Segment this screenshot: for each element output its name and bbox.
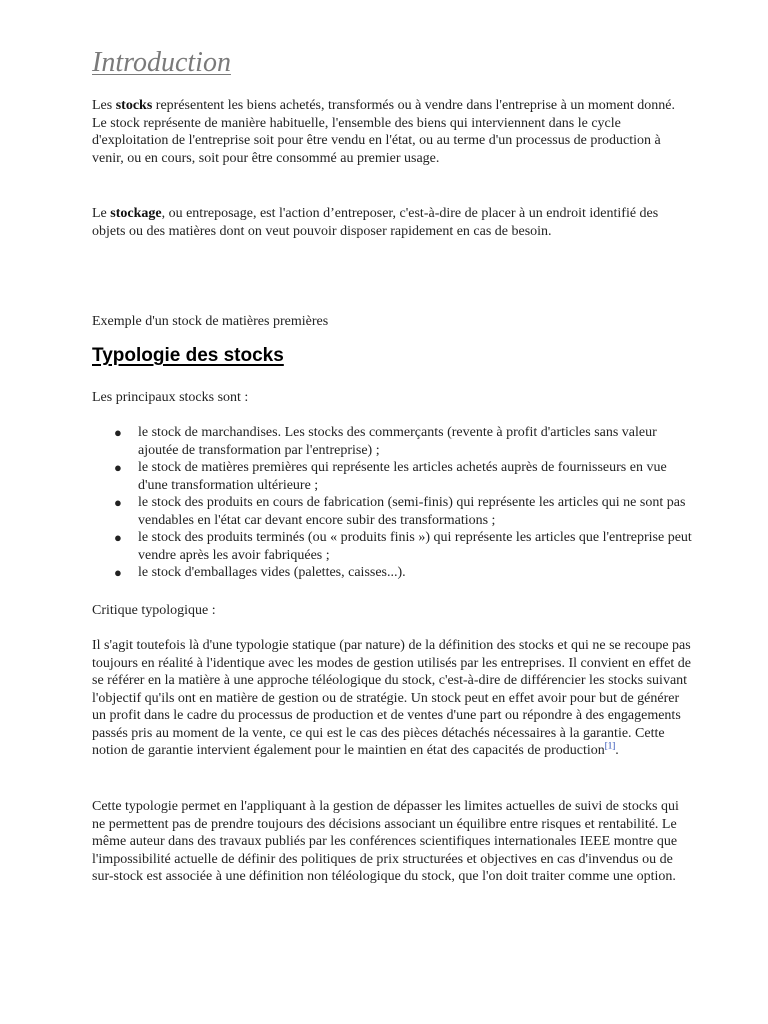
list-item-text: le stock des produits en cours de fabrication (semi-finis) qui représente les articles qui ne sont pas vendables en l'état car devant encore subir des transformations ; [138,495,686,528]
intro-p1-bold-term: stocks [115,98,153,113]
intro-p1-after: représentent les biens achetés, transformés ou à vendre dans l'entreprise à un moment donné. [152,98,675,113]
bullet-icon: ● [114,460,122,475]
bullet-icon: ● [114,425,122,440]
list-intro: Les principaux stocks sont : [92,390,249,405]
intro-paragraph-1 [92,97,692,167]
critique-p1-text: Il s'agit toutefois là d'une typologie statique (par nature) de la définition des stocks et qui ne se recoupe pas toujours en réalité à l'identique avec les modes de gestion utilisés par les entreprises. Il convient en effet de se référer en la matière à une approche téléologique du stock, c'est-à-dire de différencier les stocks suivant l'objectif qu'ils ont en matière de gestion ou de stratégie. Un stock peut en effet avoir pour but de générer un profit dans le cadre du processus de production et de ventes d'une part ou répondre à des engagements passés pris au moment de la vente, ce qui est le cas des pièces détachés nécessaires à la garantie. Cette notion de garantie intervient également pour le maintien en état des capacités de production [92,638,692,758]
stock-types-list [92,424,692,582]
list-item [92,459,692,494]
heading-introduction: Introduction [92,47,231,78]
list-item-text: le stock de matières premières qui représente les articles achetés auprès de fournisseurs en vue d'une transformation ultérieure ; [138,460,667,493]
list-item [92,424,692,459]
intro-p2-before: Le [92,206,111,221]
list-item-text: le stock d'emballages vides (palettes, caisses...). [138,565,406,580]
list-item [92,529,692,564]
heading-typologie: Typologie des stocks [92,345,284,366]
list-item [92,564,692,582]
critique-paragraph-2: Cette typologie permet en l'appliquant à la gestion de dépasser les limites actuelles de suivi de stocks qui ne permettent pas de prendre toujours des décisions associant un équilibre entre risques et rentabilité. Le même auteur dans des travaux publiés par les conférences scientifiques internationales IEEE montre que l'impossibilité actuelle de définir des politiques de prix structurées et objectives en cas d'invendus ou de sur-stock est associée à une définition non téléologique du stock, que l'on doit traiter comme une option. [92,799,679,884]
critique-label: Critique typologique : [92,603,216,618]
intro-p1-line2: Le stock représente de manière habituelle, l'ensemble des biens qui interviennent dans le cycle d'exploitation de l'entreprise soit pour être vendu en l'état, ou au terme d'un processus de production à venir, ou en cours, soit pour être consommé au premier usage. [92,115,661,166]
critique-paragraph-1 [92,637,692,760]
intro-p2-bold-term: stockage [110,206,162,221]
list-item [92,494,692,529]
bullet-icon: ● [114,565,122,580]
list-item-text: le stock de marchandises. Les stocks des commerçants (revente à profit d'articles sans valeur ajoutée de transformation par l'entreprise) ; [138,425,657,458]
intro-paragraph-2 [92,205,692,240]
critique-p1-end: . [615,743,619,758]
image-caption: Exemple d'un stock de matières premières [92,314,329,329]
footnote-ref-link[interactable]: [1] [604,740,616,751]
bullet-icon: ● [114,495,122,510]
intro-p2-after: , ou entreposage, est l'action d’entreposer, c'est-à-dire de placer à un endroit identifié des objets ou des matières dont on veut pouvoir disposer rapidement en cas de besoin. [92,206,659,239]
bullet-icon: ● [114,530,122,545]
list-item-text: le stock des produits terminés (ou « produits finis ») qui représente les articles que l'entreprise peut vendre après les avoir fabriquées ; [138,530,692,563]
intro-p1-before: Les [92,98,116,113]
